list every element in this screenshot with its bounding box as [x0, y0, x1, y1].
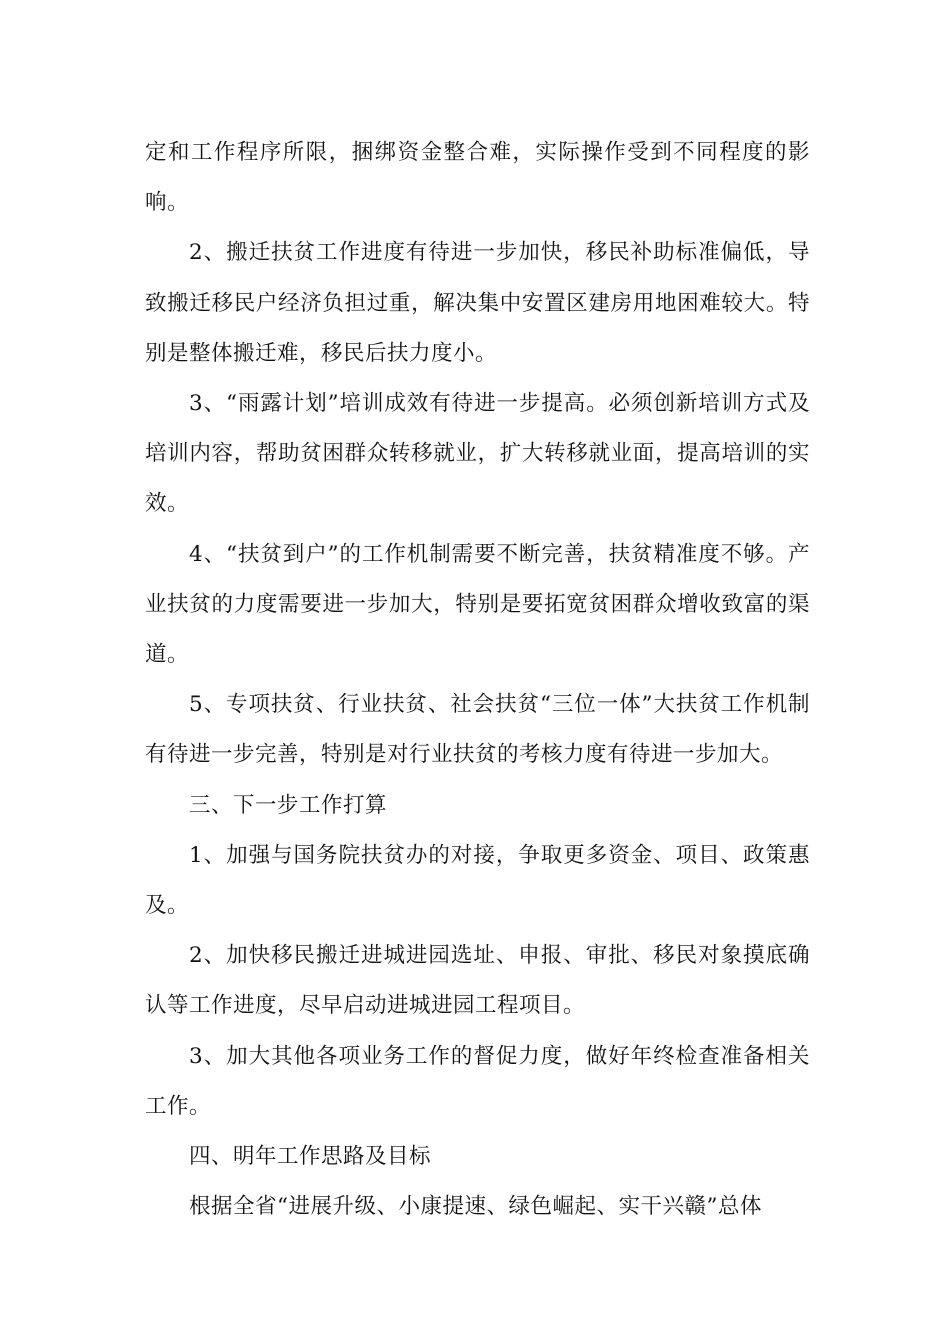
paragraph-plan-1: 1、加强与国务院扶贫办的对接，争取更多资金、项目、政策惠及。	[145, 842, 810, 919]
paragraph-issue-5: 5、专项扶贫、行业扶贫、社会扶贫“三位一体”大扶贫工作机制有待进一步完善，特别是对行业扶贫的考核力度有待进一步加大。	[145, 692, 810, 768]
document-body	[145, 128, 810, 1232]
paragraph-issue-2: 2、搬迁扶贫工作进度有待进一步加快，移民补助标准偏低，导致搬迁移民户经济负担过重，解决集中安置区建房用地困难较大。特别是整体搬迁难，移民后扶力度小。	[145, 240, 810, 366]
paragraph-issue-3: 3、“雨露计划”培训成效有待进一步提高。必须创新培训方式及培训内容，帮助贫困群众转移就业，扩大转移就业面，提高培训的实效。	[145, 391, 810, 517]
paragraph-continuation: 定和工作程序所限，捆绑资金整合难，实际操作受到不同程度的影响。	[145, 140, 810, 216]
section-heading-next-year: 四、明年工作思路及目标	[189, 1144, 432, 1170]
paragraph-plan-2: 2、加快移民搬迁进城进园选址、申报、审批、移民对象摸底确认等工作进度，尽早启动进城进园工程项目。	[145, 943, 810, 1019]
paragraph-next-year-intro: 根据全省“进展升级、小康提速、绿色崛起、实干兴赣”总体	[189, 1194, 762, 1220]
paragraph-issue-4: 4、“扶贫到户”的工作机制需要不断完善，扶贫精准度不够。产业扶贫的力度需要进一步加大，特别是要拓宽贫困群众增收致富的渠道。	[145, 541, 810, 668]
paragraph-plan-3: 3、加大其他各项业务工作的督促力度，做好年终检查准备相关工作。	[145, 1043, 810, 1119]
section-heading-next-steps: 三、下一步工作打算	[189, 792, 388, 818]
